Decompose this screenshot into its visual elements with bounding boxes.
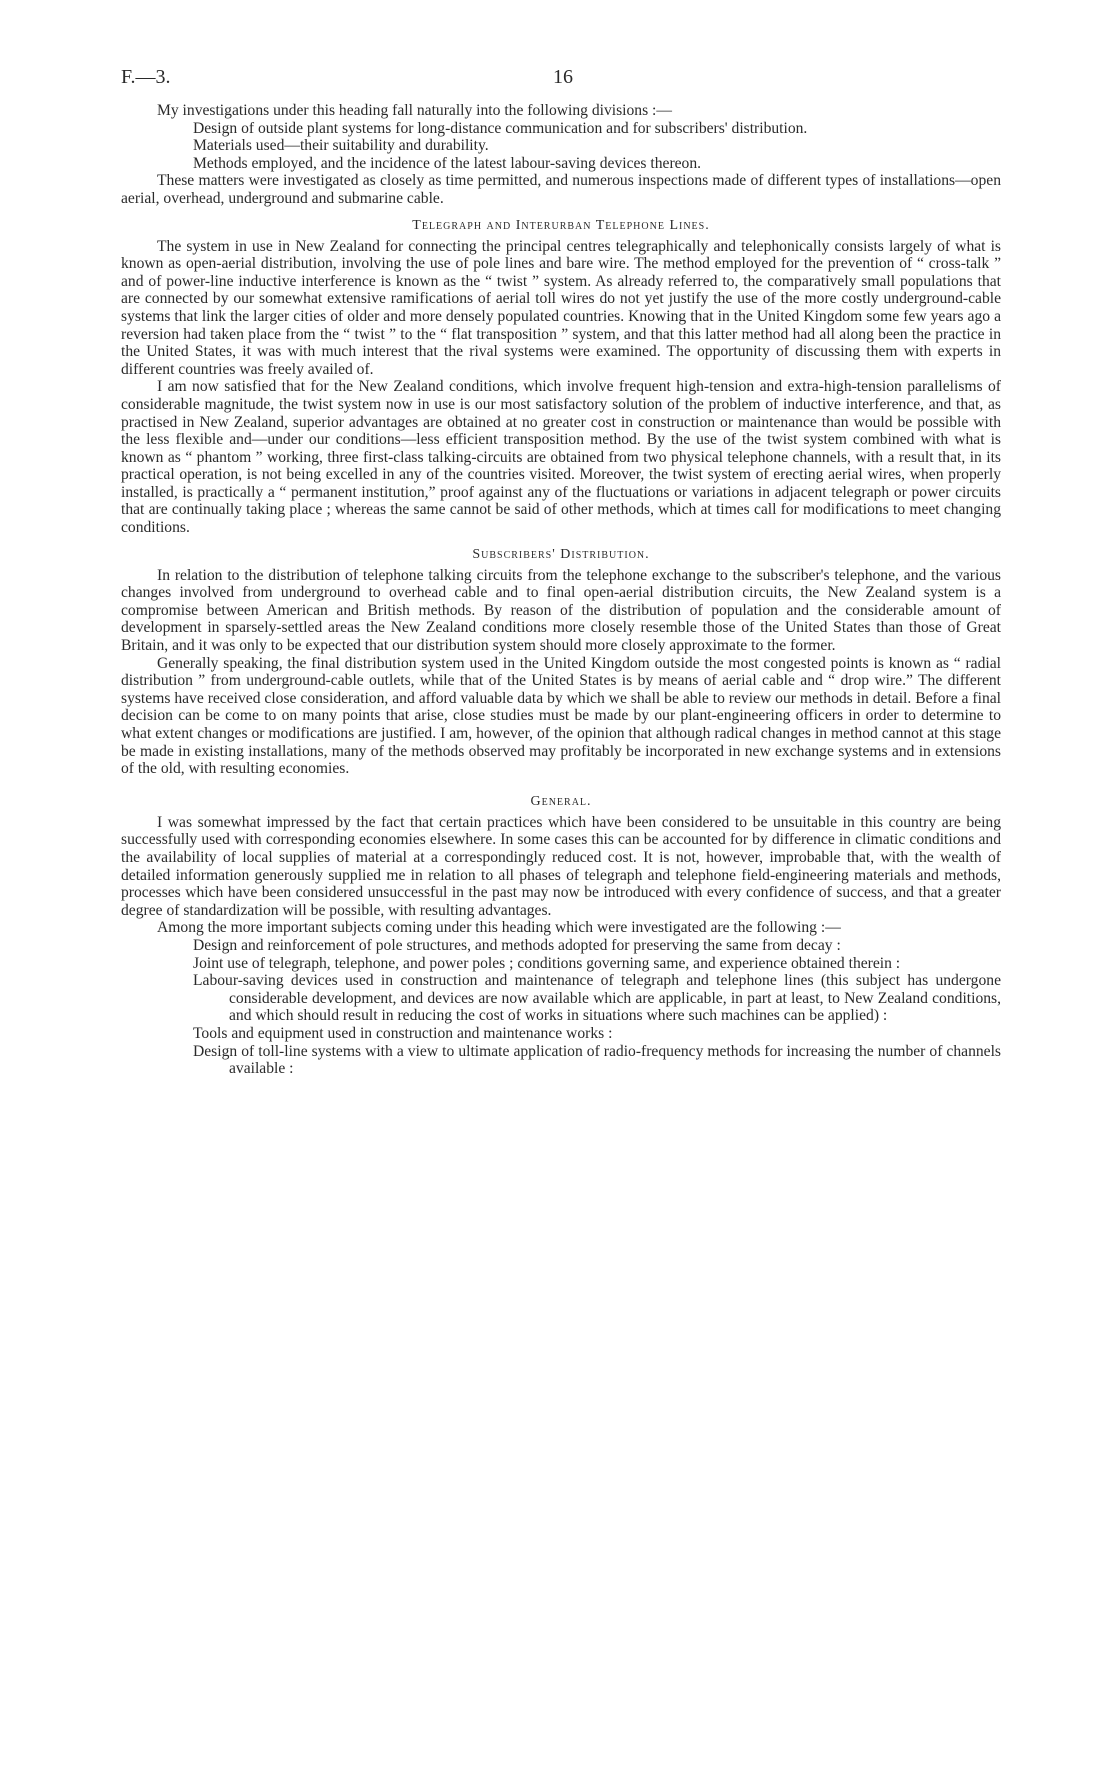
telegraph-paragraph-1: The system in use in New Zealand for connecting the principal centres telegraphically and telephonically consists largely of what is known as open-aerial distribution, involving the use of pole lines and bare wire. The method employed for the prevention of “ cross-talk ” and of power-line inductive interference is known as the “ twist ” system. As already referred to, the comparatively small populations that are connected by our somewhat extensive ramifications of aerial toll wires do not yet justify the use of the more costly underground-cable systems that link the larger cities of older and more densely populated countries. Knowing that in the United Kingdom some few years ago a reversion had taken place from the “ twist ” to the “ flat transposition ” system, and that this latter method had all along been the practice in the United States, it was with much interest that the rival systems were examined. The opportunity of discussing them with experts in different countries was freely availed of. [121,237,1001,378]
telegraph-paragraph-2: I am now satisfied that for the New Zealand conditions, which involve frequent high-tension and extra-high-tension parallelisms of considerable magnitude, the twist system now in use is our most satisfactory solution of the problem of inductive interference, and that, as practised in New Zealand, superior advantages are obtained at no greater cost in construction or maintenance than would be possible with the less flexible and—under our conditions—less efficient transposition method. By the use of the twist system combined with what is known as “ phantom ” working, three first-class talking-circuits are obtained from two physical telephone channels, with a result that, in its practical operation, is not being excelled in any of the countries visited. Moreover, the twist system of erecting aerial wires, when properly installed, is practically a “ permanent institution,” proof against any of the fluctuations or variations in adjacent telegraph or power circuits that are continually taking place ; whereas the same cannot be said of other methods, which at times call for modifications to meet changing conditions. [121,378,1001,537]
general-paragraph-2: Among the more important subjects coming under this heading which were investigated are the following :— [157,919,841,937]
general-item-3: Labour-saving devices used in construction and maintenance of telegraph and telephone lines (this subject has undergone considerable development, and devices are now available which are applicable, in part at least, to New Zealand conditions, and which should result in reducing the cost of works in situations where such machines can be applied) : [193,972,1001,1025]
general-item-4: Tools and equipment used in construction and maintenance works : [193,1024,613,1042]
section-heading-general: General. [530,793,592,809]
page-header [121,66,1001,102]
section-heading-subscribers: Subscribers' Distribution. [472,546,650,562]
general-item-2: Joint use of telegraph, telephone, and power poles ; conditions governing same, and experience obtained therein : [193,954,901,972]
subscribers-paragraph-1: In relation to the distribution of telephone talking circuits from the telephone exchange to the subscriber's telephone, and the various changes involved from underground to overhead cable and to final open-aerial distribution circuits, the New Zealand system is a compromise between American and British methods. By reason of the distribution of population and the considerable amount of development in sparsely-settled areas the New Zealand conditions more closely resemble those of the United States than those of Great Britain, and it was only to be expected that our distribution system should more closely approximate to the former. [121,566,1001,655]
general-item-5: Design of toll-line systems with a view to ultimate application of radio-frequency methods for increasing the number of channels available : [193,1042,1001,1078]
intro-paragraph-2: These matters were investigated as closely as time permitted, and numerous inspections made of different types of installations—open aerial, overhead, underground and submarine cable. [121,172,1001,207]
intro-item-2: Materials used—their suitability and durability. [193,137,489,155]
intro-item-3: Methods employed, and the incidence of the latest labour-saving devices thereon. [193,154,702,172]
document-page [121,66,1001,1078]
intro-item-1: Design of outside plant systems for long-distance communication and for subscribers' distribution. [193,119,808,137]
subscribers-paragraph-2: Generally speaking, the final distribution system used in the United Kingdom outside the most congested points is known as “ radial distribution ” from underground-cable outlets, while that of the United States is by means of aerial cable and “ drop wire.” The different systems have received close consideration, and afford valuable data by which we shall be able to review our methods in detail. Before a final decision can be come to on many points that arise, close studies must be made by our plant-engineering officers in order to determine to what extent changes or modifications are justified. I am, however, of the opinion that although radical changes in method cannot at this stage be made in existing installations, many of the methods observed may profitably be incorporated in new exchange systems and in extensions of the old, with resulting economies. [121,654,1001,778]
intro-paragraph: My investigations under this heading fall naturally into the following divisions :— [157,102,672,119]
general-item-1: Design and reinforcement of pole structures, and methods adopted for preserving the same from decay : [193,936,841,954]
report-reference: F.—3. [121,66,171,88]
general-paragraph-1: I was somewhat impressed by the fact that certain practices which have been considered to be unsuitable in this country are being successfully used with corresponding economies elsewhere. In some cases this can be accounted for by difference in climatic conditions and the availability of local supplies of material at a correspondingly reduced cost. It is not, however, improbable that, with the wealth of detailed information generously supplied me in relation to all phases of telegraph and telephone field-engineering materials and methods, processes which have been considered unsuccessful in the past may now be introduced with every confidence of success, and that a greater degree of standardization will be possible, with resulting advantages. [121,813,1001,919]
page-number: 16 [553,66,573,88]
section-heading-telegraph: Telegraph and Interurban Telephone Lines. [412,217,710,233]
